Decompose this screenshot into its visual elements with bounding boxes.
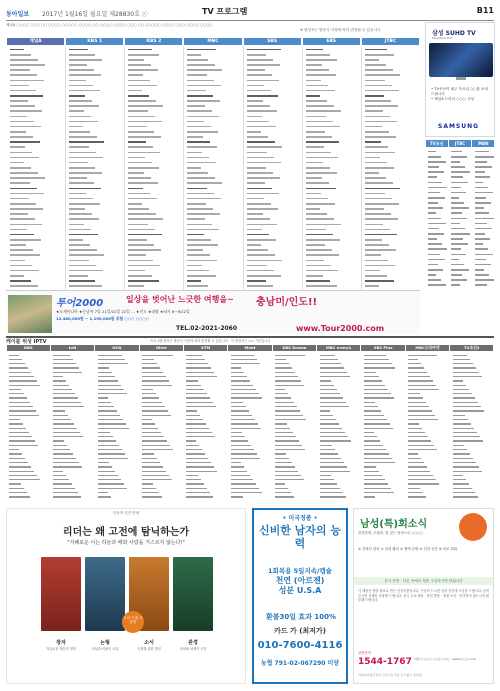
- channel-column: [426, 149, 447, 289]
- health-ingredient: 천연 (아르젠) 성분 U.S.A: [275, 576, 325, 595]
- tour-url[interactable]: www.Tour2000.com: [296, 324, 385, 333]
- newspaper-name: 동아일보: [6, 10, 30, 18]
- health-ad[interactable]: [252, 508, 348, 684]
- issue-date: 2017년 1월16일 월요일 제28830호 ⓒ: [42, 10, 148, 18]
- channel-header: KBS 1: [66, 38, 123, 45]
- herb-headline: 남성(특)회소식: [360, 519, 428, 530]
- channel-header: MBN: [472, 140, 494, 147]
- cable-channel-header: Mnet: [228, 345, 271, 351]
- cable-channel-column: [184, 353, 226, 503]
- book-cover-2: [85, 557, 125, 631]
- header-rule: [6, 20, 494, 21]
- cable-channel-column: [51, 353, 93, 503]
- cable-channel-column: [362, 353, 404, 503]
- herb-phone[interactable]: 1544-1767: [358, 657, 412, 667]
- tour-headline: 일상을 벗어난 느긋한 여행을~: [126, 295, 234, 304]
- samsung-ad[interactable]: [425, 22, 495, 137]
- program-line: [51, 495, 93, 499]
- herb-list: ① 전립선 관리 ② 남성 활력 ③ 혈액 순환 ④ 건강 증진 ⑤ 피로 회복: [358, 547, 458, 551]
- health-top: • 미국정품 •: [282, 515, 318, 522]
- cable-channel-column: [318, 353, 360, 503]
- cable-channel-column: [7, 353, 49, 503]
- book-top: 인문학 신간 안내: [113, 511, 139, 515]
- cable-channel-column: [229, 353, 271, 503]
- cable-note: 프로그램 편성은 방송사 사정에 따라 변경될 수 있습니다 · 이 편성표는 ○○ 기준입니다: [150, 339, 271, 343]
- book-title-4: 관경: [188, 640, 198, 646]
- cable-channel-header: KBS Drama: [273, 345, 316, 351]
- channel-header: TV조선: [426, 140, 448, 147]
- cable-channel-header: OBS: [7, 345, 50, 351]
- health-bank: 농협 791-02-067290 미양: [260, 660, 340, 667]
- channel-header: EBS: [303, 38, 360, 45]
- cable-channel-header: SBS Plus: [361, 345, 404, 351]
- masthead: [6, 6, 494, 20]
- book-desc-3: 인생을 위한 명언: [137, 647, 161, 651]
- cable-channel-column: [140, 353, 182, 503]
- cable-channel-header: MBC every1: [317, 345, 360, 351]
- health-card: 카드 가 (최저가): [274, 627, 326, 635]
- health-headline: 신비한 남자의 능력: [258, 524, 342, 550]
- tour-ad[interactable]: [6, 290, 420, 334]
- tour-offer-row: ★오세아니아 ★동남아 7일 21일/10일 22일 … ★인도 ★네팔 ★터키 6~9/12일: [56, 309, 190, 314]
- book-title-3: 소서: [144, 640, 154, 646]
- cable-channel-header: XTM: [184, 345, 227, 351]
- program-line: [451, 495, 493, 499]
- herb-address: 서울시 ○○구 ○○로 ○○○ · www.○○○.com: [414, 657, 476, 661]
- tour-price-row: 12,480,000원 ~ 1,190,000원 포함 ○○○ ○○○○: [56, 316, 150, 321]
- health-phone[interactable]: 010-7600-4116: [257, 640, 343, 651]
- herb-band: 본사 직영 · 다른 곳에서 정품 구입하시면 안됩니다: [354, 577, 493, 585]
- herb-product-image: [459, 513, 487, 541]
- program-line: [362, 495, 404, 499]
- cable-schedule: [6, 345, 494, 505]
- cable-section-title: 케이블 위성 IPTV: [6, 339, 47, 345]
- channel-column: [473, 149, 494, 289]
- samsung-sub: Quantum Dot: [432, 36, 453, 40]
- channel-header: SBS: [244, 38, 301, 45]
- program-line: [184, 495, 226, 499]
- book-subline: "지혜로운 이는 하늘과 때와 사람을 거스르지 않는다!": [67, 540, 185, 546]
- tour-headline-2: 충남미/인도!!: [256, 297, 318, 308]
- channel-header: JTBC: [362, 38, 419, 45]
- book-badge: 도서 구매 시 증정: [122, 611, 144, 633]
- book-title-2: 논형: [100, 640, 110, 646]
- program-line: [229, 495, 271, 499]
- tv-image: [429, 43, 493, 77]
- section-title: TV 프로그램: [202, 7, 248, 16]
- program-line: [406, 495, 448, 499]
- program-line: [473, 283, 494, 288]
- book-desc-1: 자유로운 영혼의 철학: [46, 647, 76, 651]
- herb-phone-label: 상담문의: [358, 651, 372, 655]
- book-desc-2: 의심과 비판의 사유: [91, 647, 119, 651]
- health-effect: 환불30일 효과 100%: [265, 613, 337, 621]
- cable-channel-column: [273, 353, 315, 503]
- page-number: B11: [476, 6, 494, 15]
- channel-header: KBS 2: [125, 38, 182, 45]
- herb-footer: 식품의약품안전처 건강기능식품 표시광고 심의필: [358, 673, 422, 677]
- program-line: [318, 495, 360, 499]
- tour-phone[interactable]: TEL.02-2021-2060: [176, 325, 238, 332]
- program-line: [273, 495, 315, 499]
- program-line: [449, 283, 470, 288]
- cable-channel-column: [451, 353, 493, 503]
- health-dose: 1회복용 5일지속/캡슐: [268, 567, 332, 575]
- herb-ad[interactable]: [353, 508, 494, 684]
- cable-channel-column: [96, 353, 138, 503]
- cable-channel-header: TV조선2: [450, 345, 493, 351]
- cable-channel-header: OCN: [95, 345, 138, 351]
- tour-logo: 투어2000: [56, 298, 104, 309]
- book-cover-4: [173, 557, 213, 631]
- samsung-copy: • TV조선이 매주 목요일 ○○를 보내드립니다 • 채널A 드라마 ○○○ 시청: [431, 87, 488, 101]
- cable-channel-header: MBC드라마넷: [406, 345, 449, 351]
- herb-body: 이 제품은 한방 원료로 만든 건강식품입니다. 꾸준히 드시면 남성 건강에 도움을 드립니다. 문의 주시면 자세히 상담해 드립니다. 전국 무료 배송 · 당일 발송 · 정품 보증 · 만족하지 않으시면 환불해 드립니다.: [358, 589, 490, 602]
- program-line: [7, 495, 49, 499]
- book-headline: 리더는 왜 고전에 탐닉하는가: [62, 527, 190, 538]
- channel-header: JTBC: [449, 140, 471, 147]
- book-cover-1: [41, 557, 81, 631]
- cable-channel-column: [406, 353, 448, 503]
- herb-sub: 건강하며, 우렁찬, 힘 있는 남성으로 ○○○○: [358, 531, 424, 535]
- book-title-1: 장자: [56, 640, 66, 646]
- program-line: [426, 283, 447, 288]
- program-line: [140, 495, 182, 499]
- program-line: [96, 495, 138, 499]
- channel-header: 채널A: [7, 38, 64, 45]
- samsung-brand: 삼성 SUHD TV: [432, 30, 476, 37]
- book-ad[interactable]: [6, 508, 246, 684]
- book-desc-4: 정치와 처세의 고전: [179, 647, 207, 651]
- schedule-disclaimer: ※ 편성표는 방송사 사정에 따라 변경될 수 있습니다: [300, 28, 381, 32]
- tour-photo: [8, 295, 52, 333]
- channel-column: [449, 149, 470, 289]
- cable-channel-header: Olive: [140, 345, 183, 351]
- channel-header: MBC: [184, 38, 241, 45]
- channel-info: 채널A ○○○○ ○○○ ○○ ○○○○ ○○○○○ ○○○○ ○○ ○○○○ ○○○○ ○○○ ○○ ○○○○○ ○○○○ ○○○ ○○○○ ○○○○: [6, 23, 213, 27]
- samsung-logo: SAMSUNG: [438, 123, 480, 130]
- cable-channel-header: tvN: [51, 345, 94, 351]
- tv-stand: [456, 77, 466, 80]
